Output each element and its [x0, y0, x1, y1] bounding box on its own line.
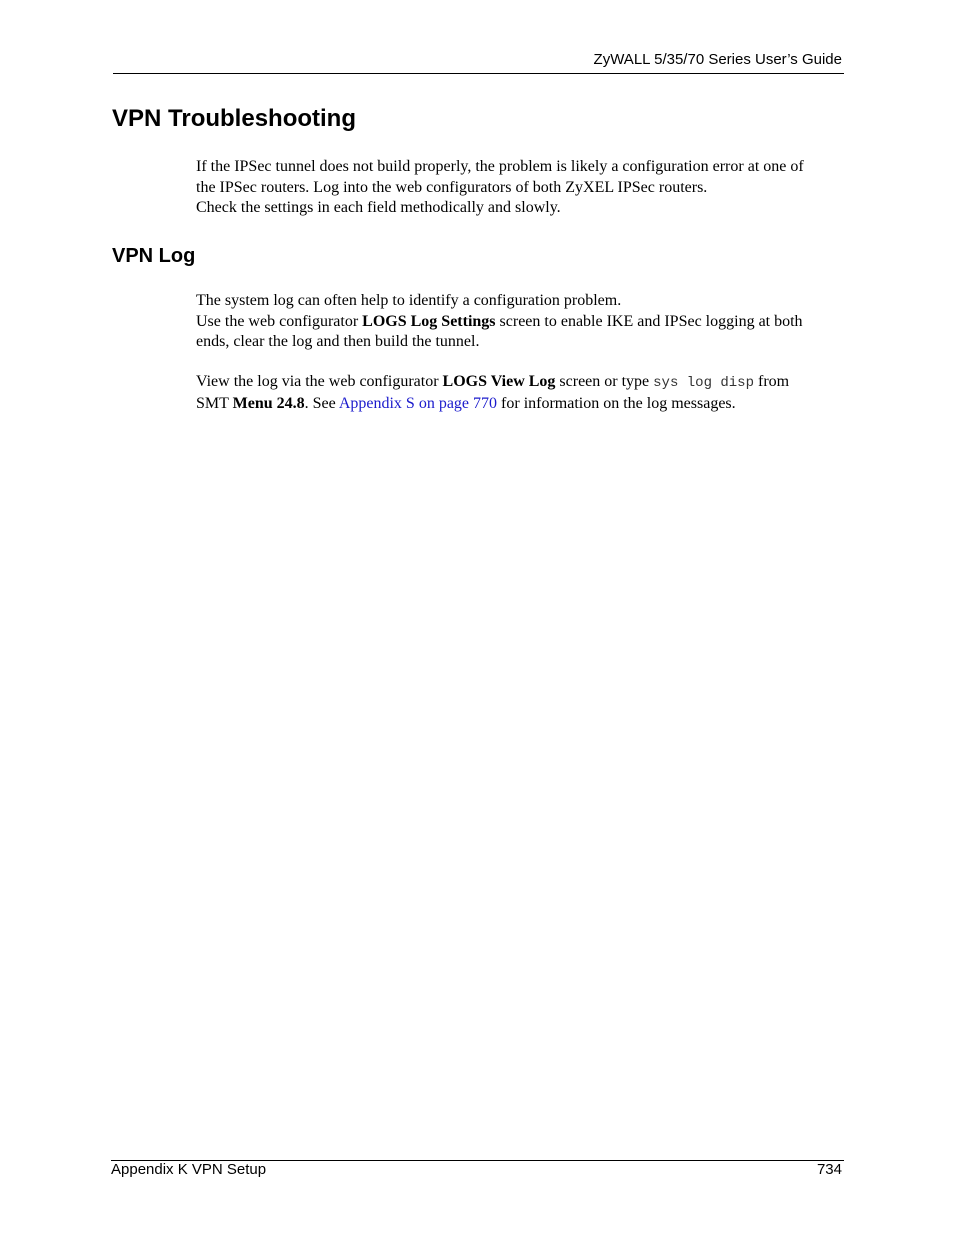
section-title-vpn-troubleshooting: VPN Troubleshooting — [112, 105, 356, 132]
page-number: 734 — [816, 1161, 842, 1178]
appendix-s-link[interactable]: Appendix S on page 770 — [338, 394, 498, 412]
text-line: The system log can often help to identify a configuration problem. — [196, 292, 622, 309]
text-fragment: screen or type — [555, 373, 654, 390]
running-header-title: ZyWALL 5/35/70 Series User’s Guide — [593, 51, 842, 68]
command-code: sys log disp — [653, 375, 754, 391]
section-title-vpn-log: VPN Log — [112, 245, 196, 267]
text-fragment: Use the web configurator — [196, 312, 363, 330]
text-fragment: from — [753, 373, 790, 390]
header-rule — [113, 73, 844, 74]
ui-label-logs-log-settings: LOGS Log Settings — [362, 312, 496, 330]
text-line: ends, clear the log and then build the tunnel. — [196, 333, 480, 350]
text-line: the IPSec routers. Log into the web configurators of both ZyXEL IPSec routers. — [196, 178, 708, 196]
text-line — [196, 372, 844, 394]
text-fragment: SMT — [196, 394, 233, 412]
ui-label-logs-view-log: LOGS View Log — [442, 373, 556, 390]
troubleshooting-paragraph — [196, 157, 844, 219]
text-line: Check the settings in each field methodically and slowly. — [196, 199, 561, 216]
vpn-log-paragraph-2 — [196, 372, 844, 414]
footer-section-title: Appendix K VPN Setup — [111, 1161, 267, 1178]
text-fragment: View the log via the web configurator — [196, 373, 443, 390]
text-line: If the IPSec tunnel does not build properly, the problem is likely a configuration error at one of — [196, 158, 804, 175]
text-line — [196, 394, 844, 415]
text-fragment: screen to enable IKE and IPSec logging at both — [495, 312, 803, 330]
menu-label: Menu 24.8 — [232, 394, 305, 412]
text-line — [196, 312, 844, 333]
vpn-log-paragraph-1 — [196, 291, 844, 353]
text-fragment: for information on the log messages. — [497, 394, 736, 412]
text-fragment: . See — [304, 394, 339, 412]
